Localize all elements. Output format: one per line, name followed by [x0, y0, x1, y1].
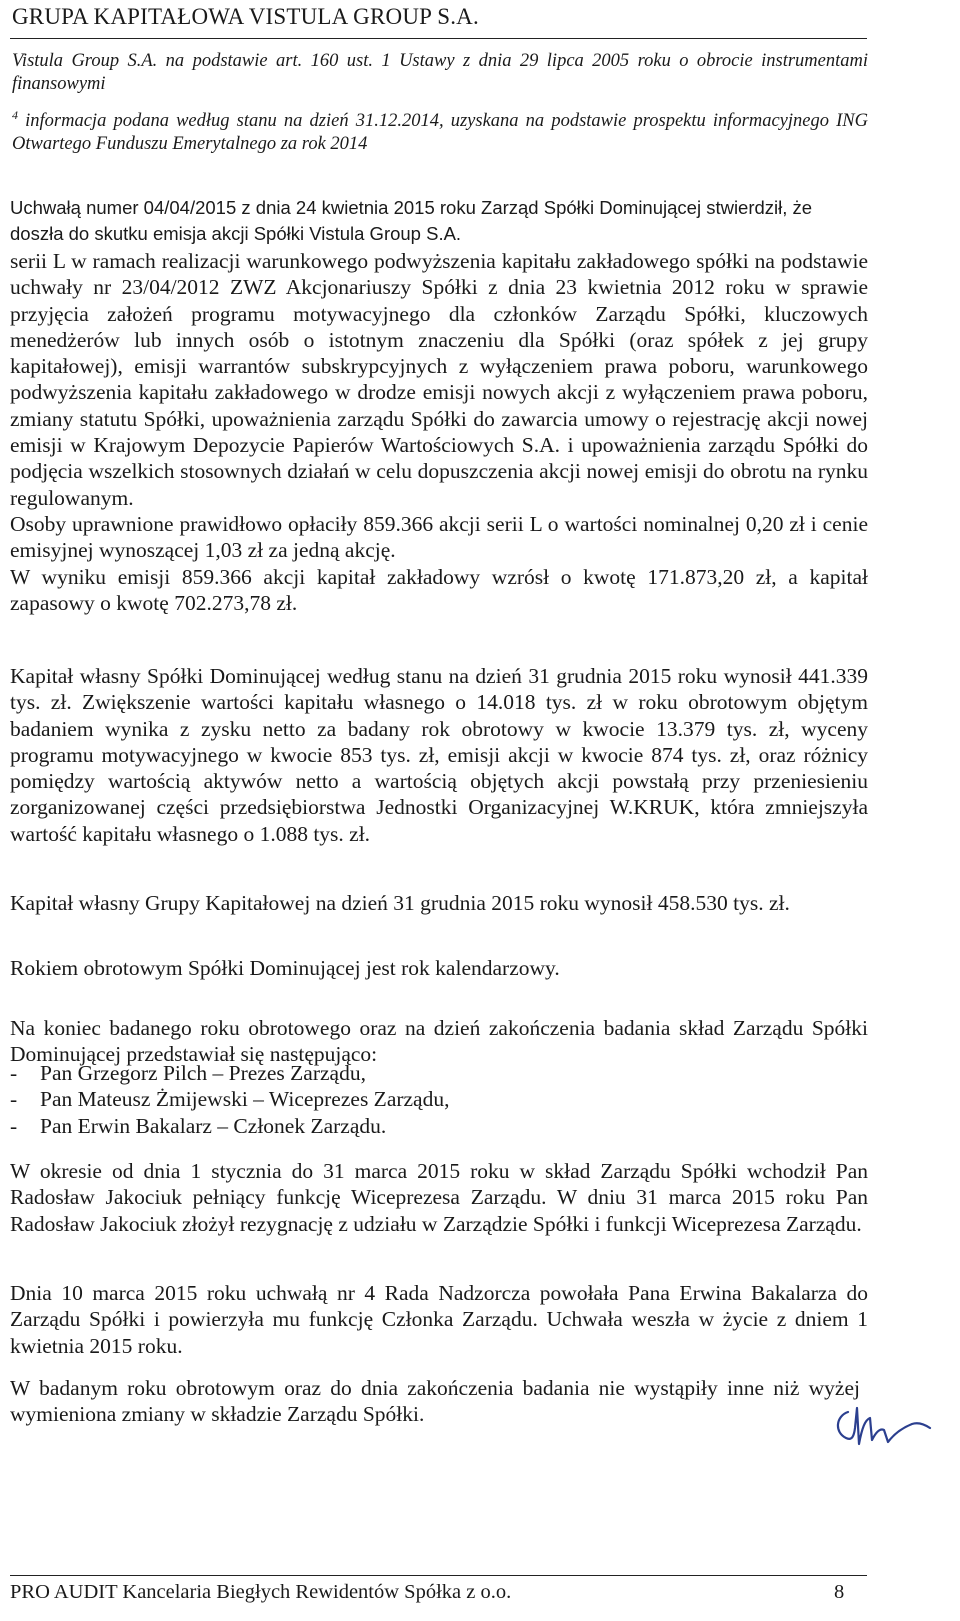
share-payment-paragraph: Osoby uprawnione prawidłowo opłaciły 859.366 akcji serii L o wartości nominalnej 0,20 zł i cenie emisyjnej wynoszącej 1,03 zł za jedną akcję.: [10, 511, 868, 563]
group-equity-text: Kapitał własny Grupy Kapitałowej na dzień 31 grudnia 2015 roku wynosił 458.530 tys. zł.: [10, 891, 790, 915]
footnote-4: [12, 110, 868, 156]
group-equity-paragraph: [10, 890, 868, 916]
capital-increase-paragraph: W wyniku emisji 859.366 akcji kapitał zakładowy wzrósł o kwotę 171.873,20 zł, a kapitał zapasowy o kwotę 702.273,78 zł.: [10, 564, 868, 615]
no-other-changes-paragraph: [10, 1375, 860, 1428]
board-member-vice-president: Pan Mateusz Żmijewski – Wiceprezes Zarządu,: [40, 1087, 450, 1112]
list-item: [10, 1086, 868, 1112]
board-change-paragraph: [10, 1158, 868, 1237]
board-appointment-text: Dnia 10 marca 2015 roku uchwałą nr 4 Rada Nadzorcza powołała Pana Erwina Bakalarza do Zarządu Spółki i powierzyła mu funkcję Członka Zarządu. Uchwała weszła w życie z dniem 1 kwietnia 2015 roku.: [10, 1281, 868, 1358]
footer-divider: [10, 1575, 867, 1576]
board-appointment-paragraph: [10, 1280, 868, 1359]
list-item: [10, 1113, 868, 1139]
document-header-title: GRUPA KAPITAŁOWA VISTULA GROUP S.A.: [12, 4, 479, 29]
board-member-president: Pan Grzegorz Pilch – Prezes Zarządu,: [40, 1061, 366, 1085]
footnote-4-text: informacja podana według stanu na dzień 31.12.2014, uzyskana na podstawie prospektu informacyjnego ING Otwartego Funduszu Emerytalnego za rok 2014: [12, 111, 868, 154]
parent-equity-text: Kapitał własny Spółki Dominującej według stanu na dzień 31 grudnia 2015 roku wynosił 441.339 tys. zł. Zwiększenie wartości kapitału własnego o 14.018 tys. zł w roku obrotowym objętym badaniem wynika z zysku netto za badany rok obrotowy w kwocie 13.379 tys. zł, wyceny programu motywacyjnego w kwocie 853 tys. zł, emisji akcji w kwocie 874 tys. zł, oraz różnicy pomiędzy wartością aktywów netto a wartością objętych akcji powstałą przy przeniesieniu zorganizowanej części przedsiębiorstwa Jednostki Organizacyjnej W.KRUK, która zmniejszyła wartość kapitału własnego o 1.088 tys. zł.: [10, 664, 868, 846]
parent-equity-paragraph: [10, 663, 868, 847]
fiscal-year-paragraph: [10, 955, 868, 981]
board-change-text: W okresie od dnia 1 stycznia do 31 marca 2015 roku w skład Zarządu Spółki wchodził Pan Radosław Jakociuk pełniący funkcję Wiceprezesa Zarządu. W dniu 31 marca 2015 roku Pan Radosław Jakociuk złożył rezygnację z udziału w Zarządzie Spółki i funkcji Wiceprezesa Zarządu.: [10, 1159, 868, 1236]
board-members-list: [10, 1060, 868, 1139]
signature-initials: [828, 1398, 932, 1458]
list-dash: -: [10, 1113, 18, 1138]
no-other-changes-text: W badanym roku obrotowym oraz do dnia zakończenia badania nie wystąpiły inne niż wyżej wymieniona zmiany w składzie Zarządu Spółki.: [10, 1376, 860, 1427]
board-composition-intro-text: Na koniec badanego roku obrotowego oraz na dzień zakończenia badania skład Zarządu Spółki Dominującej przedstawiał się następująco:: [10, 1016, 868, 1067]
list-dash: -: [10, 1087, 18, 1112]
board-member-member: Pan Erwin Bakalarz – Członek Zarządu.: [40, 1113, 387, 1138]
footnote-source: Vistula Group S.A. na podstawie art. 160 ust. 1 Ustawy z dnia 29 lipca 2005 roku o obrocie instrumentami finansowymi: [12, 51, 868, 94]
share-issue-paragraph: [10, 248, 868, 616]
share-issue-paragraph-body: serii L w ramach realizacji warunkowego podwyższenia kapitału zakładowego spółki na podstawie uchwały nr 23/04/2012 ZWZ Akcjonariuszy Spółki z dnia 23 kwietnia 2012 roku w sprawie przyjęcia założeń programu motywacyjnego dla członków Zarządu Spółki, kluczowych menedżerów lub innych osób o istotnym znaczeniu dla Spółki (oraz spółek z jej grupy kapitałowej), emisji warrantów subskrypcyjnych z wyłączeniem prawa poboru, warunkowego podwyższenia kapitału zakładowego w drodze emisji nowych akcji z wyłączeniem prawa poboru, zmiany statutu Spółki, upoważnienia zarządu Spółki do zawarcia umowy o rejestrację akcji nowej emisji w Krajowym Depozycie Papierów Wartościowych S.A. i upoważnienia zarządu Spółki do podjęcia wszelkich stosownych działań w celu dopuszczenia akcji nowej emisji do obrotu na rynku regulowanym.: [10, 249, 868, 510]
footnote-marker: 4: [12, 108, 18, 122]
footer-firm-name: PRO AUDIT Kancelaria Biegłych Rewidentów Spółka z o.o.: [10, 1581, 512, 1603]
list-item: [10, 1060, 868, 1086]
page-number: 8: [834, 1581, 845, 1603]
header-divider: [10, 38, 867, 39]
list-dash: -: [10, 1061, 18, 1085]
fiscal-year-text: Rokiem obrotowym Spółki Dominującej jest rok kalendarzowy.: [10, 956, 560, 980]
share-issue-paragraph-lead: Uchwałą numer 04/04/2015 z dnia 24 kwietnia 2015 roku Zarząd Spółki Dominującej stwierdził, że doszła do skutku emisja akcji Spółki Vistula Group S.A.: [10, 197, 813, 245]
